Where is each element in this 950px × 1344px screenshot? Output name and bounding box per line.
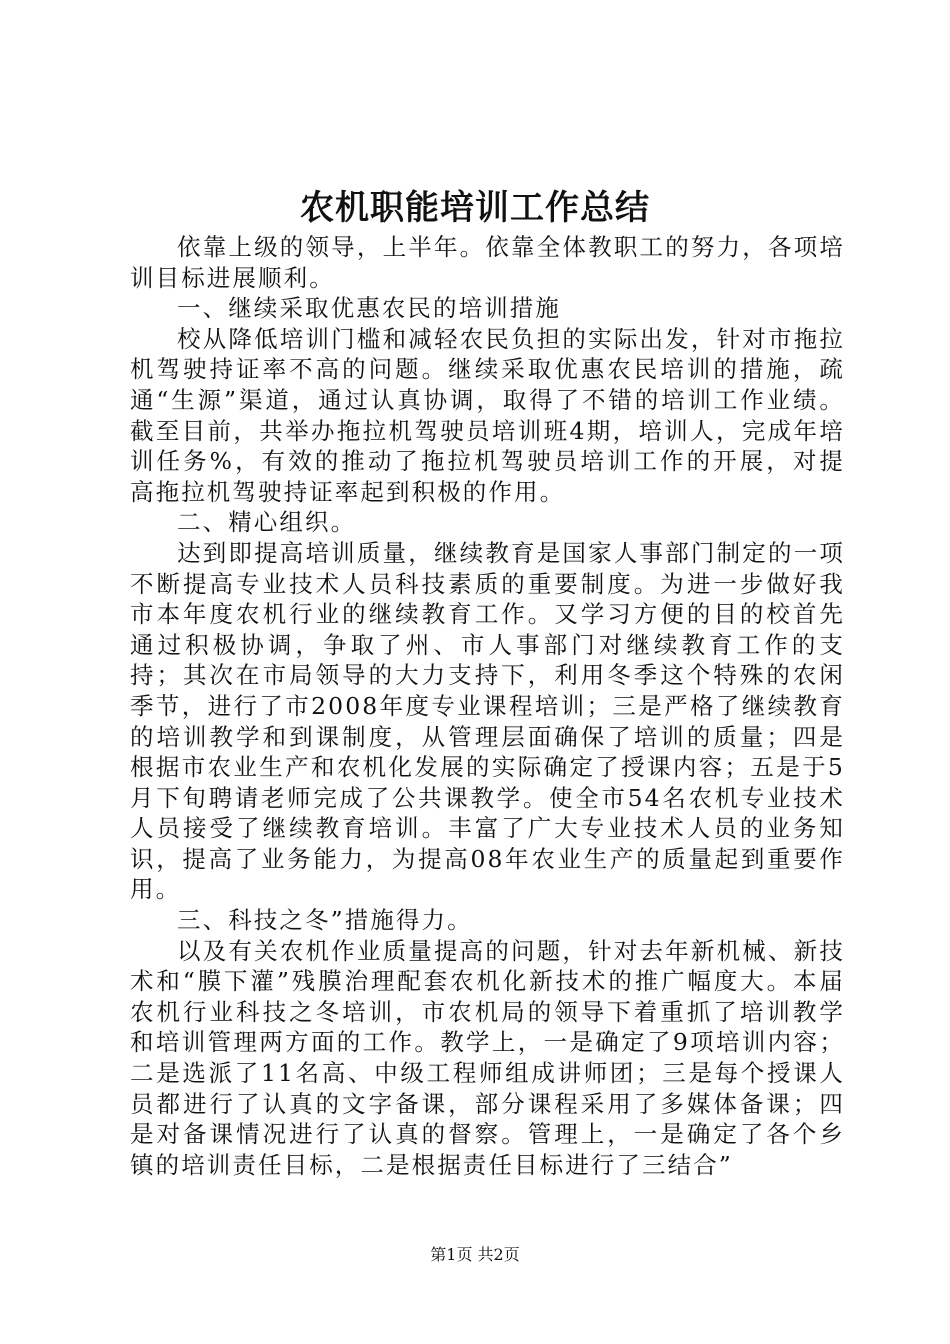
section-heading-1: 一、继续采取优惠农民的培训措施 xyxy=(177,294,561,323)
section-heading-2: 二、精心组织。 xyxy=(177,508,357,537)
section-paragraph-1: 校从降低培训门槛和减轻农民负担的实际出发，针对市拖拉机驾驶持证率不高的问题。继续采取优惠农民培训的措施，疏通“生源”渠道，通过认真协调，取得了不错的培训工作业绩。截至目前，共举办拖拉机驾驶员培训班4期，培训人，完成年培训任务%，有效的推动了拖拉机驾驶员培训工作的开展，对提高拖拉机驾驶持证率起到积极的作用。 xyxy=(130,324,845,506)
section-paragraph-2: 达到即提高培训质量，继续教育是国家人事部门制定的一项不断提高专业技术人员科技素质的重要制度。为进一步做好我市本年度农机行业的继续教育工作。又学习方便的目的校首先通过积极协调，争取了州、市人事部门对继续教育工作的支持；其次在市局领导的大力支持下，利用冬季这个特殊的农闲季节，进行了市2008年度专业课程培训；三是严格了继续教育的培训教学和到课制度，从管理层面确保了培训的质量；四是根据市农业生产和农机化发展的实际确定了授课内容；五是于5月下旬聘请老师完成了公共课教学。使全市54名农机专业技术人员接受了继续教育培训。丰富了广大专业技术人员的业务知识，提高了业务能力，为提高08年农业生产的质量起到重要作用。 xyxy=(130,538,845,904)
document-body xyxy=(130,232,845,1180)
document-title: 农机职能培训工作总结 xyxy=(300,188,650,228)
intro-paragraph: 依靠上级的领导，上半年。依靠全体教职工的努力，各项培训目标进展顺利。 xyxy=(130,233,845,292)
page-number-footer: 第1页 共2页 xyxy=(430,1245,520,1264)
section-paragraph-3: 以及有关农机作业质量提高的问题，针对去年新机械、新技术和“膜下灌”残膜治理配套农机化新技术的推广幅度大。本届农机行业科技之冬培训，市农机局的领导下着重抓了培训教学和培训管理两方面的工作。教学上，一是确定了9项培训内容；二是选派了11名高、中级工程师组成讲师团；三是每个授课人员都进行了认真的文字备课，部分课程采用了多媒体备课；四是对备课情况进行了认真的督察。管理上，一是确定了各个乡镇的培训责任目标，二是根据责任目标进行了三结合” xyxy=(130,936,845,1179)
section-heading-3: 三、科技之冬”措施得力。 xyxy=(177,906,473,935)
